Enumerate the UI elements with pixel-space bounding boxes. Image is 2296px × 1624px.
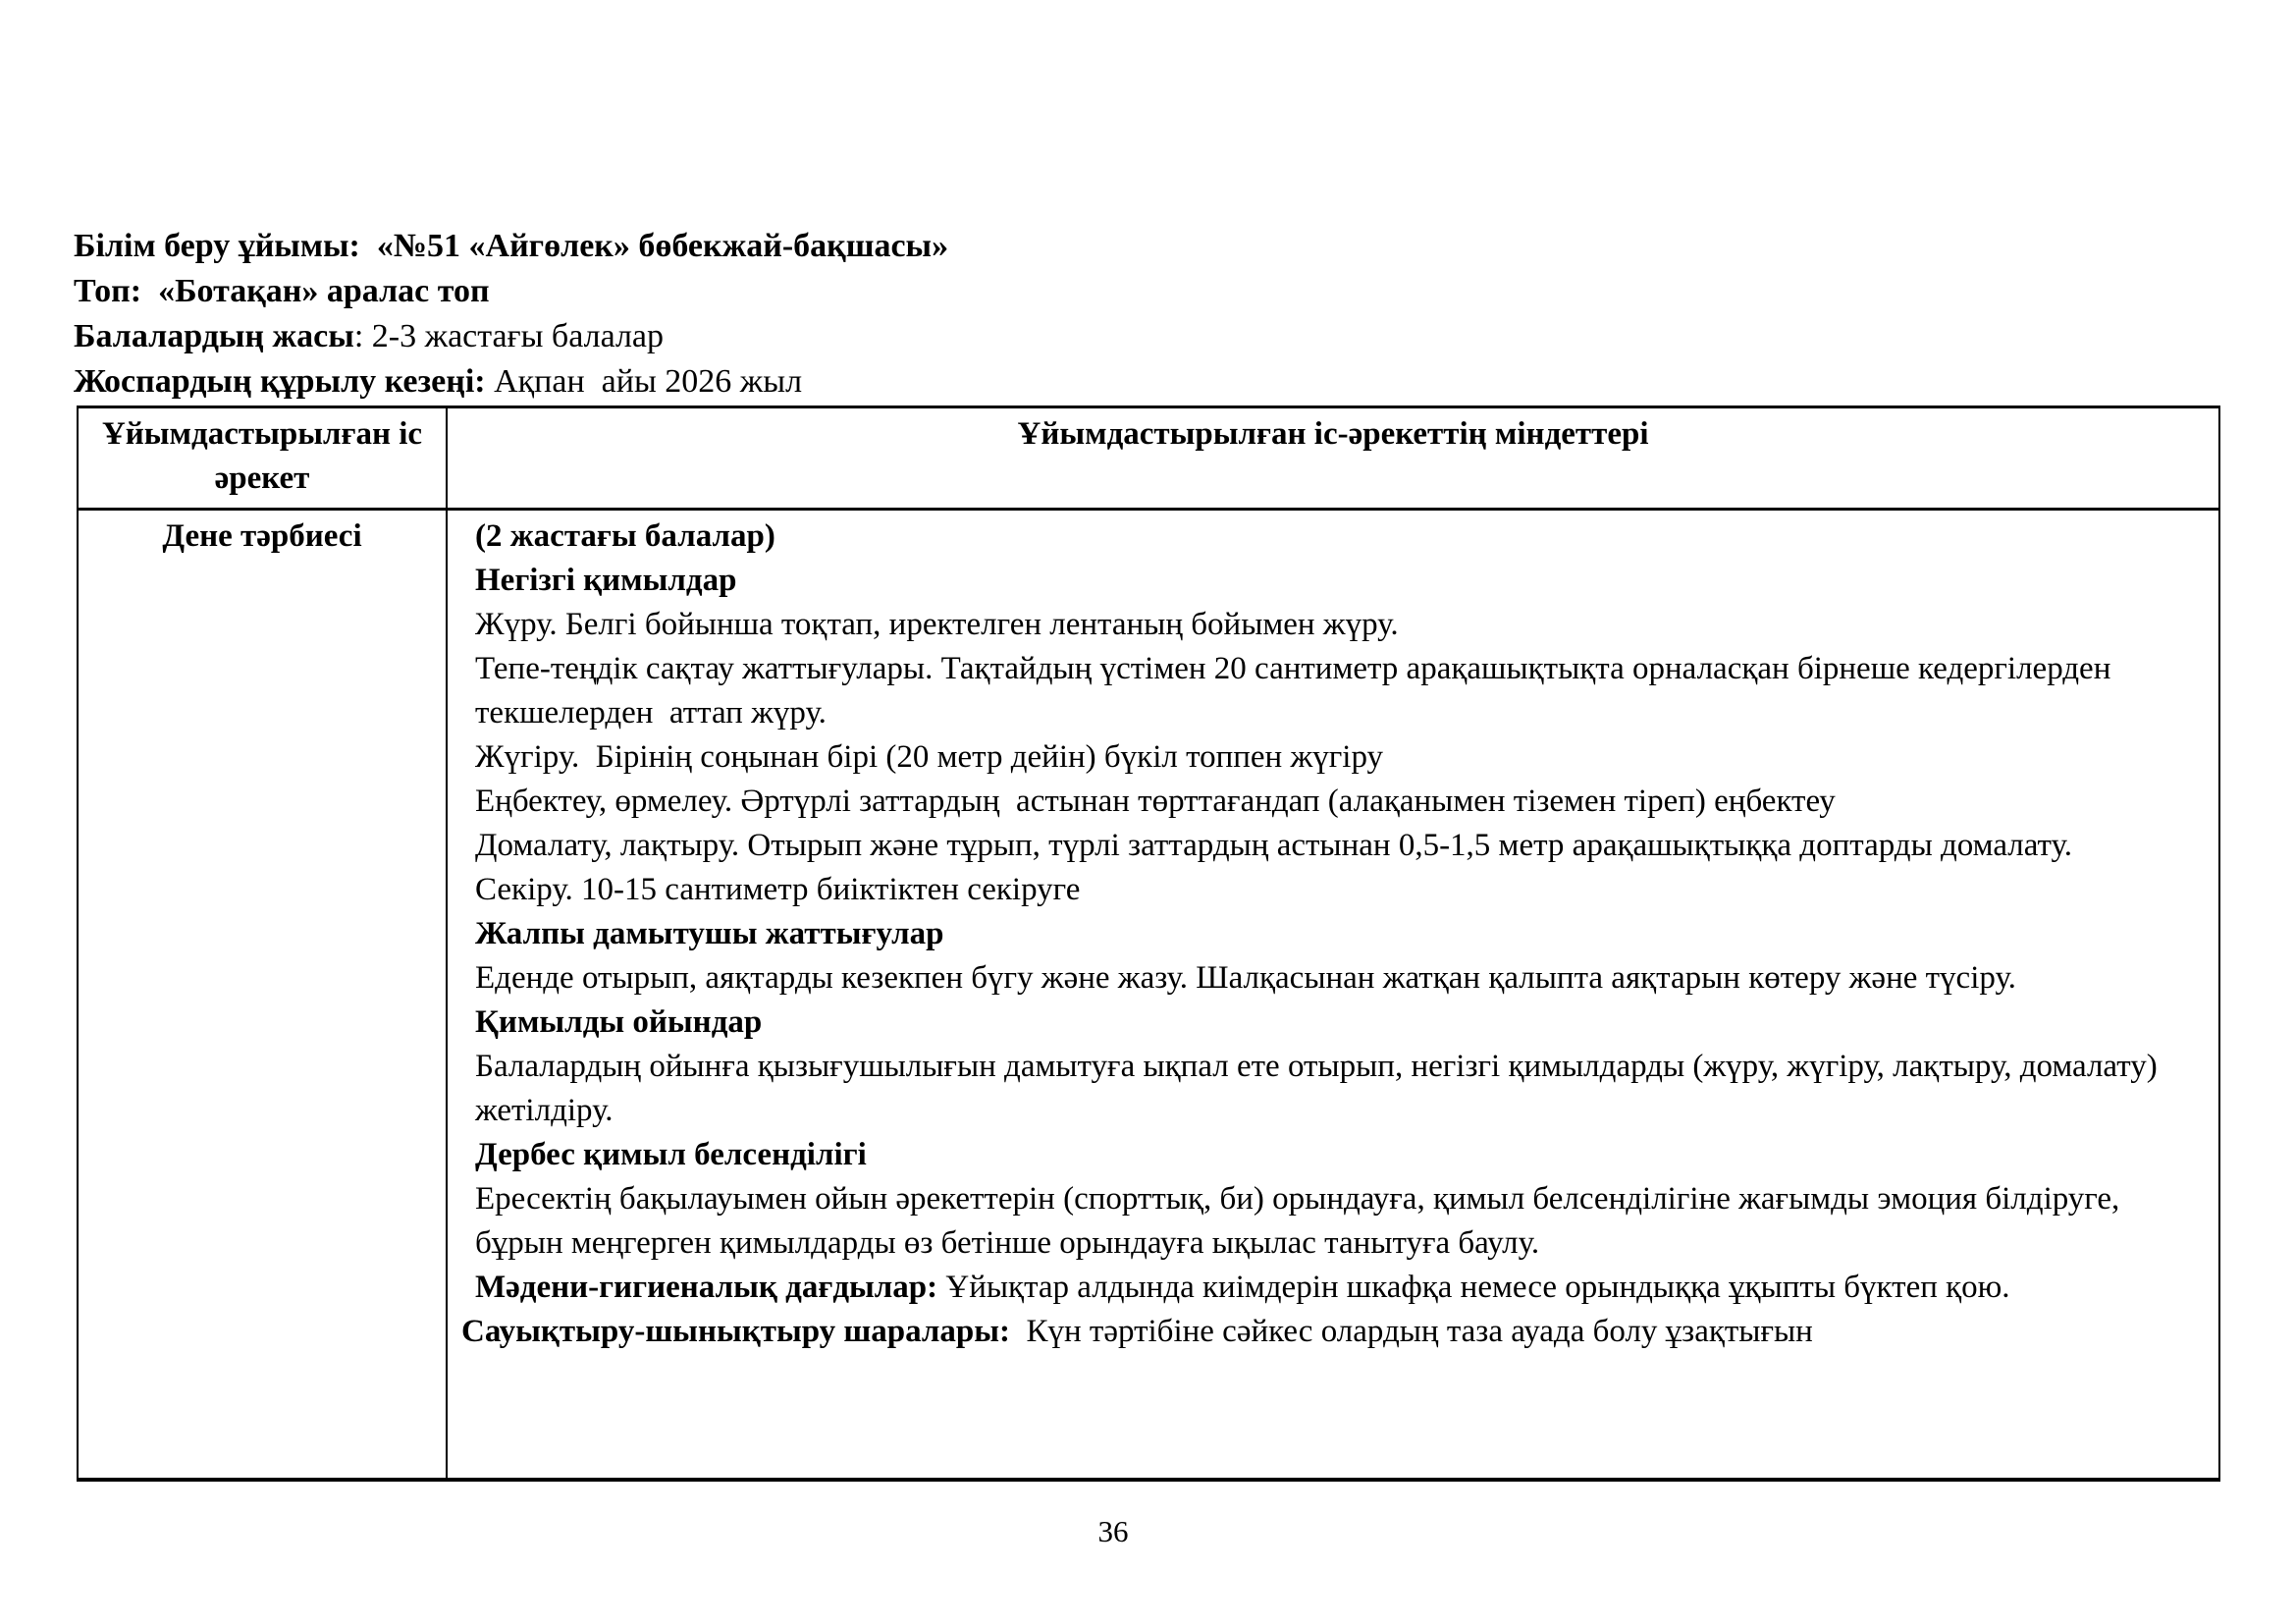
- objective-paragraph: Мәдени-гигиеналық дағдылар: Ұйықтар алдында киімдерін шкафқа немесе орындыққа ұқыпты бүктеп қою.: [475, 1270, 2010, 1305]
- table-header-row: [79, 408, 2218, 511]
- objective-paragraph: Ересектің бақылауымен ойын әрекеттерін (спорттық, би) орындауға, қимыл белсенділігіне жағымды эмоция білдіруге, бұрын меңгерген қимылдарды өз бетінше орындауға ықылас танытуға баулу.: [475, 1181, 2128, 1261]
- document-header: [74, 224, 948, 405]
- header-line: Жоспардың құрылу кезеңі: Ақпан айы 2026 жыл: [74, 363, 803, 400]
- objective-paragraph: Жүгіру. Бірінің соңынан бірі (20 метр дейін) бүкіл топпен жүгіру: [475, 739, 1384, 775]
- header-line: Балалардың жасы: 2-3 жастағы балалар: [74, 318, 665, 354]
- objective-paragraph: Жүру. Белгі бойынша тоқтап, иректелген лентаның бойымен жүру.: [475, 607, 1399, 642]
- objectives-cell: [448, 511, 2218, 1478]
- objective-paragraph: Балалардың ойынға қызығушылығын дамытуға ықпал ете отырып, негізгі қимылдарды (жүру, жүгіру, лақтыру, домалату) жетілдіру.: [475, 1049, 2165, 1128]
- objective-paragraph: (2 жастағы балалар): [475, 518, 775, 554]
- column-header-objectives: Ұйымдастырылған іс-әрекеттің міндеттері: [1017, 416, 1649, 452]
- header-line: Білім беру ұйымы: «№51 «Айгөлек» бөбекжай-бақшасы»: [74, 228, 949, 264]
- objective-paragraph: Домалату, лақтыру. Отырып және тұрып, түрлі заттардың астынан 0,5-1,5 метр арақашықтыққа доптарды домалату.: [475, 828, 2072, 863]
- objective-paragraph: Сауықтыру-шынықтыру шаралары: Күн тәртібіне сәйкес олардың таза ауада болу ұзақтығын: [461, 1314, 1813, 1349]
- objective-paragraph: Еңбектеу, өрмелеу. Әртүрлі заттардың астынан төрттағандап (алақанымен тіземен тіреп) еңбектеу: [475, 784, 1836, 819]
- table-body-row: [79, 511, 2218, 1478]
- objective-paragraph: Секіру. 10-15 сантиметр биіктіктен секіруге: [475, 872, 1081, 907]
- objective-paragraph: Негізгі қимылдар: [475, 563, 737, 598]
- plan-table: [77, 406, 2220, 1482]
- objective-paragraph: Қимылды ойындар: [475, 1004, 763, 1040]
- header-line: Топ: «Ботақан» аралас топ: [74, 273, 490, 309]
- objective-paragraph: Дербес қимыл белсенділігі: [475, 1137, 867, 1172]
- objective-paragraph: Жалпы дамытушы жаттығулар: [475, 916, 944, 951]
- page-number: 36: [1097, 1514, 1129, 1548]
- column-header-activity: Ұйымдастырылған іс әрекет: [79, 408, 448, 508]
- objective-paragraph: Тепе-теңдік сақтау жаттығулары. Тақтайдың үстімен 20 сантиметр арақашықтықта орналасқан бірнеше кедергілерден текшелерден аттап жүру.: [475, 651, 2119, 731]
- activity-cell: Дене тәрбиесі: [79, 511, 448, 1478]
- objective-paragraph: Еденде отырып, аяқтарды кезекпен бүгу және жазу. Шалқасынан жатқан қалыпта аяқтарын көтеру және түсіру.: [475, 960, 2016, 996]
